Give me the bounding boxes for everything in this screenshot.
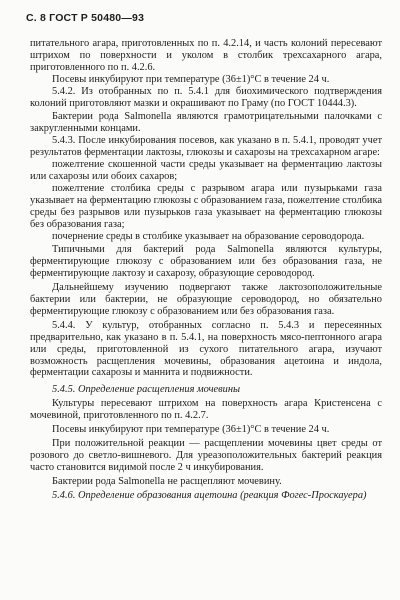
paragraph: Посевы инкубируют при температуре (36±1)°С в течение 24 ч. — [52, 424, 330, 436]
paragraph: 5.4.3. После инкубирования посевов, как указано в п. 5.4.1, проводят учет результатов ферментации лактозы, глюкозы и сахарозы на трехсахарном агаре: — [30, 135, 382, 159]
paragraph: Бактерии рода Salmonella являются грамотрицательными палочками с закругленными концами. — [30, 111, 382, 135]
section-heading: 5.4.5. Определение расщепления мочевины — [52, 384, 241, 396]
document-body — [30, 38, 382, 502]
paragraph: Типичными для бактерий рода Salmonella являются культуры, ферментирующие глюкозу с образованием или без образования газа, не ферментирующие лактозу и сахарозу, образующие сероводород. — [30, 244, 382, 280]
paragraph: 5.4.2. Из отобранных по п. 5.4.1 для биохимического подтверждения колоний приготовляют мазки и окрашивают по Граму (по ГОСТ 10444.3). — [30, 85, 382, 109]
paragraph: При положительной реакции — расщеплении мочевины цвет среды от розового до светло-вишневого. Для уреазоположительных бактерий реакция часто становится видимой после 2 ч инкубирования. — [30, 438, 382, 473]
paragraph: Культуры пересевают штрихом на поверхность агара Кристенсена с мочевиной, приготовленного по п. 4.2.7. — [30, 398, 382, 422]
section-heading: 5.4.6. Определение образования ацетоина (реакция Фогес-Проскауера) — [52, 489, 367, 501]
paragraph: Бактерии рода Salmonella не расщепляют мочевину. — [52, 475, 282, 487]
paragraph: питательного агара, приготовленных по п. 4.2.14, и часть колоний пересевают штрихом по поверхности и уколом в столбик трехсахарного агара, приготовленного по п. 4.2.6. — [30, 38, 382, 73]
paragraph: почернение среды в столбике указывает на образование сероводорода. — [52, 230, 365, 242]
paragraph: Посевы инкубируют при температуре (36±1)°С в течение 24 ч. — [52, 73, 330, 85]
paragraph: Дальнейшему изучению подвергают также лактозоположительные бактерии или бактерии, не образующие сероводород, но обязательно ферментирующие глюкозу с образованием или без образования газа. — [30, 282, 382, 317]
paragraph: пожелтение скошенной части среды указывает на ферментацию лактозы или сахарозы или обоих сахаров; — [30, 159, 382, 182]
paragraph: пожелтение столбика среды с разрывом агара или пузырьками газа указывает на ферментацию глюкозы с образованием газа, пожелтение столбика среды без разрывов или пузырьков газа указывает на ферментацию глюкозы без образования газа; — [30, 182, 382, 230]
page-header: С. 8 ГОСТ Р 50480—93 — [26, 12, 145, 24]
paragraph: 5.4.4. У культур, отобранных согласно п. 5.4.3 и пересеянных предварительно, как указано в п. 5.4.1, на поверхность мясо-пептонного агара или среды, приготовленной из сухого питательного агара, изучают возможность расщепления мочевины, образования ацетоина и индола, ферментации сахарозы и маннита и подвижности. — [30, 319, 382, 379]
